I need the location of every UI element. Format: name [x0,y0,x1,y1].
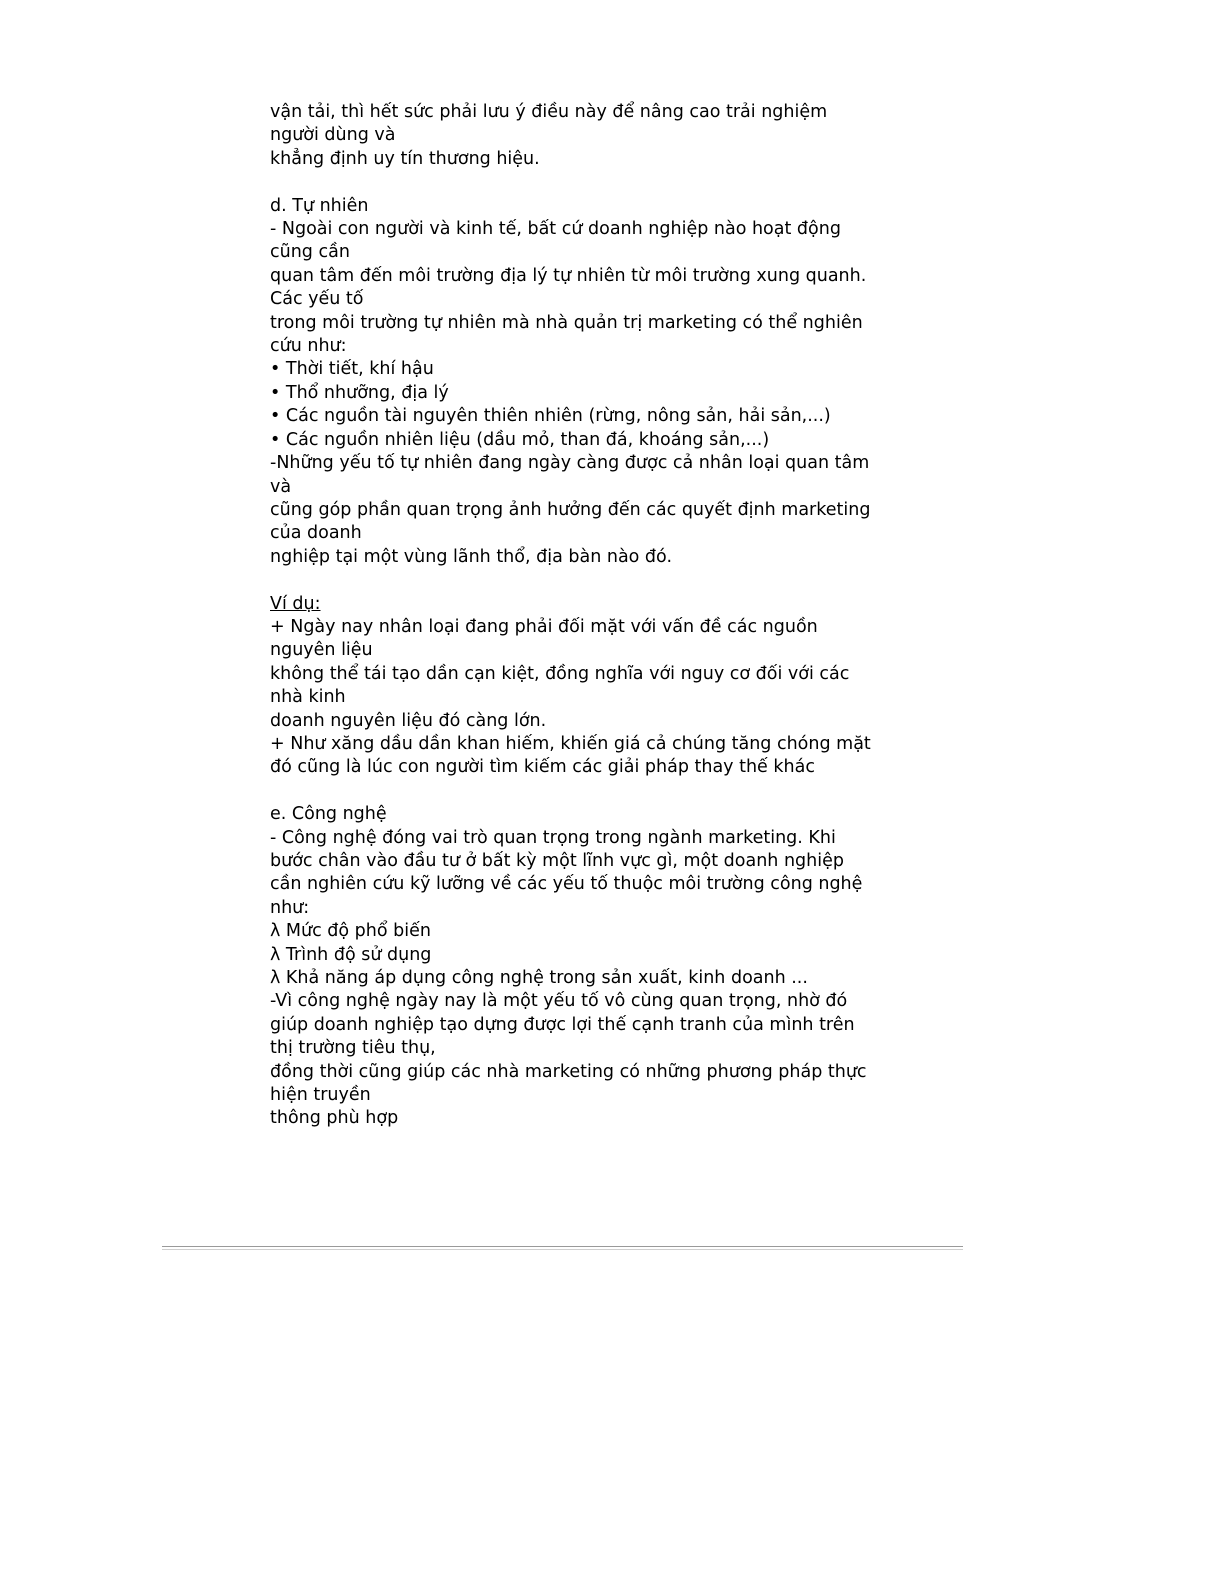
text-line: quan tâm đến môi trường địa lý tự nhiên từ môi trường xung quanh. [270,265,867,286]
text-line: -Vì công nghệ ngày nay là một yếu tố vô cùng quan trọng, nhờ đó [270,991,848,1012]
text-line: thông phù hợp [270,1108,399,1129]
text-line: • Thổ nhưỡng, địa lý [270,382,449,403]
text-line: e. Công nghệ [270,804,387,825]
text-line: + Ngày nay nhân loại đang phải đối mặt với vấn đề các nguồn [270,616,818,637]
text-line: λ Trình độ sử dụng [270,944,432,965]
text-line: λ Khả năng áp dụng công nghệ trong sản xuất, kinh doanh ... [270,968,808,989]
blank-line [270,171,990,194]
text-line: giúp doanh nghiệp tạo dựng được lợi thế cạnh tranh của mình trên [270,1014,855,1035]
document-text-block [270,101,990,1131]
text-line: cũng cần [270,242,350,263]
blank-line [270,780,990,803]
text-line: -Những yếu tố tự nhiên đang ngày càng được cả nhân loại quan tâm [270,453,870,474]
blank-line [270,569,990,592]
text-line: khẳng định uy tín thương hiệu. [270,148,540,169]
text-line: đồng thời cũng giúp các nhà marketing có những phương pháp thực [270,1061,867,1082]
text-line: trong môi trường tự nhiên mà nhà quản trị marketing có thể nghiên [270,312,863,333]
text-line: nguyên liệu [270,640,373,661]
text-line: nghiệp tại một vùng lãnh thổ, địa bàn nào đó. [270,546,673,567]
text-line: cần nghiên cứu kỹ lưỡng về các yếu tố thuộc môi trường công nghệ [270,874,863,895]
text-line: cứu như: [270,336,347,357]
text-line: • Thời tiết, khí hậu [270,359,434,380]
text-line: vận tải, thì hết sức phải lưu ý điều này để nâng cao trải nghiệm [270,102,828,122]
text-line: hiện truyền [270,1085,371,1106]
text-line: • Các nguồn tài nguyên thiên nhiên (rừng, nông sản, hải sản,...) [270,406,831,427]
text-line: d. Tự nhiên [270,195,369,216]
text-line: nhà kinh [270,687,346,708]
text-line: như: [270,897,310,918]
text-line: - Ngoài con người và kinh tế, bất cứ doanh nghiệp nào hoạt động [270,219,841,240]
footer-divider [162,1246,963,1250]
text-line: và [270,476,292,497]
text-line: bước chân vào đầu tư ở bất kỳ một lĩnh vực gì, một doanh nghiệp [270,851,844,871]
text-line: không thể tái tạo dần cạn kiệt, đồng nghĩa với nguy cơ đối với các [270,663,850,684]
text-line: đó cũng là lúc con người tìm kiếm các giải pháp thay thế khác [270,757,815,778]
text-line: cũng góp phần quan trọng ảnh hưởng đến các quyết định marketing [270,499,871,520]
text-line: Các yếu tố [270,289,364,310]
text-line: Ví dụ: [270,593,321,614]
text-line: - Công nghệ đóng vai trò quan trọng trong ngành marketing. Khi [270,827,836,848]
text-line: + Như xăng dầu dần khan hiếm, khiến giá cả chúng tăng chóng mặt [270,733,871,754]
text-line: • Các nguồn nhiên liệu (dầu mỏ, than đá, khoáng sản,...) [270,429,770,450]
text-line: của doanh [270,523,362,544]
text-line: người dùng và [270,125,396,146]
text-line: λ Mức độ phổ biến [270,921,431,942]
text-line: thị trường tiêu thụ, [270,1038,436,1059]
text-line: doanh nguyên liệu đó càng lớn. [270,710,547,731]
